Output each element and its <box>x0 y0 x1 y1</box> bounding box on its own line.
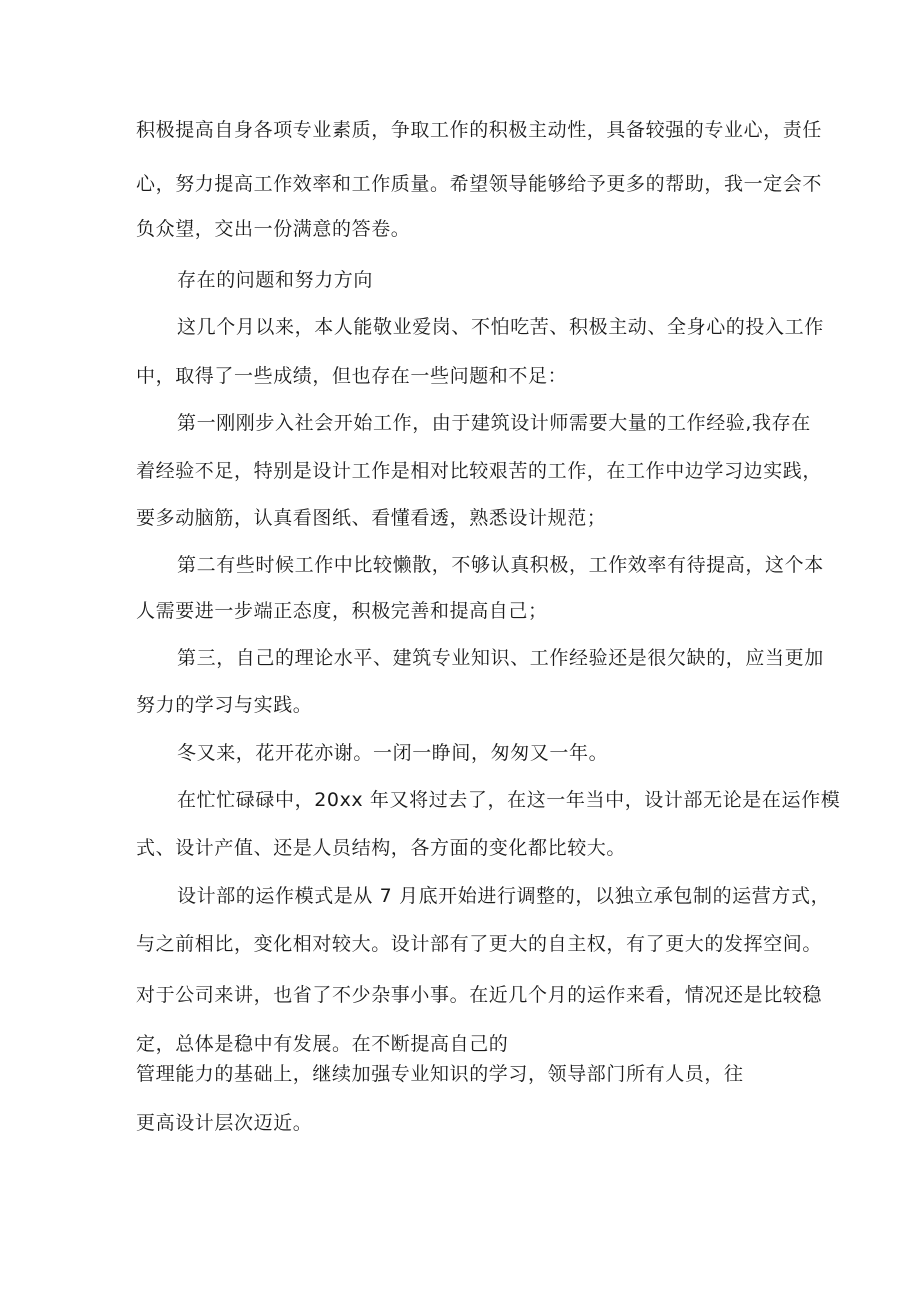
text-line: 人需要进一步端正态度，积极完善和提高自己； <box>136 600 548 622</box>
text-line: 在忙忙碌碌中，20xx 年又将过去了，在这一年当中，设计部无论是在运作模 <box>177 789 841 811</box>
text-line: 设计部的运作模式是从 7 月底开始进行调整的，以独立承包制的运营方式， <box>177 885 831 907</box>
text-line: 更高设计层次迈近。 <box>136 1112 313 1134</box>
text-line: 第三，自己的理论水平、建筑专业知识、工作经验还是很欠缺的，应当更加 <box>177 647 824 669</box>
text-line: 要多动脑筋，认真看图纸、看懂看透，熟悉设计规范； <box>136 507 607 529</box>
text-line: 这几个月以来，本人能敬业爱岗、不怕吃苦、积极主动、全身心的投入工作 <box>177 316 824 338</box>
section-heading: 存在的问题和努力方向 <box>177 269 374 291</box>
text-line: 心，努力提高工作效率和工作质量。希望领导能够给予更多的帮助，我一定会不 <box>136 173 823 195</box>
text-line: 式、设计产值、还是人员结构，各方面的变化都比较大。 <box>136 837 627 859</box>
text-line: 着经验不足，特别是设计工作是相对比较艰苦的工作，在工作中边学习边实践， <box>136 460 823 482</box>
text-line: 中，取得了一些成绩，但也存在一些问题和不足： <box>136 365 568 387</box>
text-line: 负众望，交出一份满意的答卷。 <box>136 218 411 240</box>
text-line: 积极提高自身各项专业素质，争取工作的积极主动性，具备较强的专业心，责任 <box>136 119 823 141</box>
text-line: 第一刚刚步入社会开始工作，由于建筑设计师需要大量的工作经验,我存在 <box>177 412 811 434</box>
text-line: 管理能力的基础上，继续加强专业知识的学习，领导部门所有人员，往 <box>136 1063 744 1085</box>
text-line: 对于公司来讲，也省了不少杂事小事。在近几个月的运作来看，情况还是比较稳 <box>136 984 823 1006</box>
text-line: 冬又来，花开花亦谢。一闭一睁间，匆匆又一年。 <box>177 742 609 764</box>
text-line: 定，总体是稳中有发展。在不断提高自己的 <box>136 1033 509 1055</box>
text-line: 努力的学习与实践。 <box>136 694 313 716</box>
text-line: 与之前相比，变化相对较大。设计部有了更大的自主权，有了更大的发挥空间。 <box>136 933 823 955</box>
text-line: 第二有些时候工作中比较懒散，不够认真积极，工作效率有待提高，这个本 <box>177 554 824 576</box>
